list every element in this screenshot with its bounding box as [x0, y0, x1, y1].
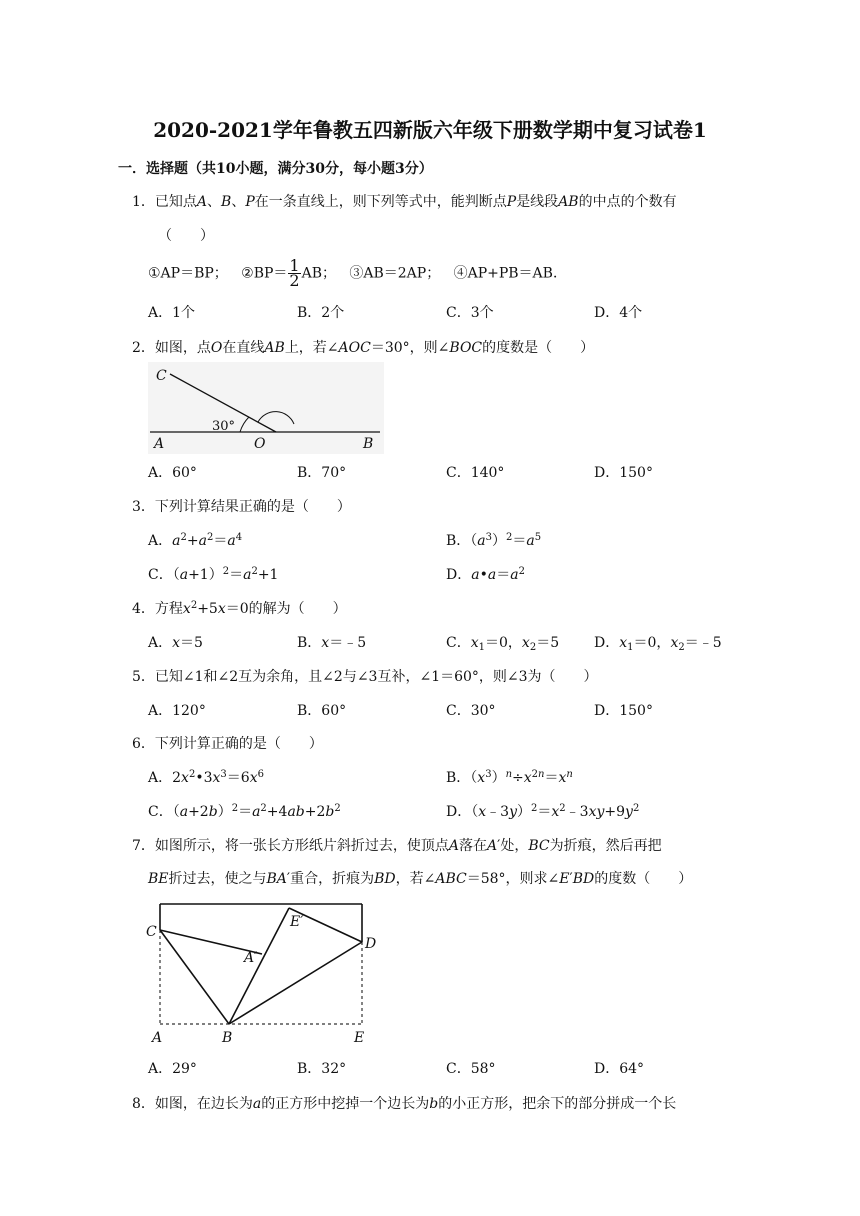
q7-option-a: A．29°: [148, 1061, 197, 1077]
q3-option-a: A．$a^2+a^2=a^4$: [148, 532, 243, 549]
q4-option-c: C．$x_1=0$，$x_2=5$: [446, 635, 560, 653]
q4-option-d: D．$x_1=0$，$x_2=﹣5$: [594, 635, 722, 653]
q6-option-c: C．$(a+2b)^2=a^2+4ab+2b^2$: [148, 803, 341, 820]
q7-option-b: B．32°: [297, 1061, 347, 1077]
label-angle-30: 30°: [212, 419, 236, 434]
q2-option-d: D．150°: [594, 465, 653, 481]
label-a: A: [154, 436, 165, 452]
label-e: E: [354, 1030, 365, 1046]
q1-fraction-numerator: 1: [289, 256, 300, 275]
q1-stem-text: 1．已知点A、B、P在一条直线上，则下列等式中，能判断点P是线段AB的中点的个数有: [132, 194, 677, 210]
q1-paren: （ ）: [158, 228, 214, 244]
q5-option-c: C．30°: [446, 703, 496, 719]
q2-figure-background: [148, 362, 384, 454]
q5-option-d: D．150°: [594, 703, 653, 719]
q1-fraction: [288, 256, 300, 290]
q3-option-c: C．$(a+1)^2=a^2+1$: [148, 566, 279, 583]
label-d: D: [365, 936, 377, 952]
label-e-prime: E′: [290, 914, 304, 930]
q1-option-b: B．2个: [297, 305, 345, 321]
q2-option-b: B．70°: [297, 465, 347, 481]
question-6-stem: 6．下列计算正确的是（ ）: [132, 736, 323, 752]
q1-conditions: [148, 256, 567, 290]
section-heading: 一．选择题（共10小题，满分30分，每小题3分）: [118, 161, 433, 177]
q5-option-a: A．120°: [148, 703, 206, 719]
q3-option-b: B．$(a^3)^2=a^5$: [446, 532, 542, 549]
label-a-prime: A′: [244, 950, 258, 966]
label-c: C: [156, 368, 167, 384]
q1-cond-4: ④AP+PB＝AB．: [453, 265, 567, 282]
q7-figure: [144, 896, 380, 1048]
q1-option-a: A．1个: [148, 305, 196, 321]
question-8-stem: 8．如图，在边长为a的正方形中挖掉一个边长为b的小正方形，把余下的部分拼成一个长: [132, 1096, 677, 1112]
q6-option-a: A．$2x^2•3x^3=6x^6$: [148, 769, 264, 786]
q1-cond-1: ①AP＝BP；: [148, 265, 228, 282]
q7-option-c: C．58°: [446, 1061, 496, 1077]
q4-option-b: B．x＝﹣5: [297, 635, 367, 651]
question-7-stem-line2: BE折过去，使之与BA′重合，折痕为BD，若∠ABC＝58°，则求∠E′BD的度数（ ）: [148, 871, 693, 887]
q1-cond-2-pre: ②BP＝: [241, 265, 288, 282]
question-3-stem: 3．下列计算结果正确的是（ ）: [132, 499, 351, 515]
label-b: B: [222, 1030, 233, 1046]
q1-fraction-denominator: 2: [289, 271, 300, 290]
q1-cond-3: ③AB＝2AP；: [349, 265, 441, 282]
page-title: 2020-2021学年鲁教五四新版六年级下册数学期中复习试卷1: [153, 118, 707, 142]
question-1-stem: [132, 191, 677, 211]
label-c: C: [146, 924, 157, 940]
label-o: O: [254, 436, 266, 452]
q6-option-d: D．$(x﹣3y)^2=x^2﹣3xy+9y^2$: [446, 803, 640, 820]
label-a: A: [152, 1030, 163, 1046]
q1-option-c: C．3个: [446, 305, 494, 321]
q6-option-b: B．$(x^3)^n\div x^{2n}=x^n$: [446, 769, 573, 786]
segment-be1: [229, 908, 289, 1024]
q2-option-a: A．60°: [148, 465, 197, 481]
q3-option-d: D．$a•a=a^2$: [446, 566, 525, 583]
question-2-stem: 2．如图，点O在直线AB上，若∠AOC＝30°，则∠BOC的度数是（ ）: [132, 340, 595, 356]
q2-option-c: C．140°: [446, 465, 505, 481]
q7-option-d: D．64°: [594, 1061, 645, 1077]
q1-option-d: D．4个: [594, 305, 643, 321]
q5-option-b: B．60°: [297, 703, 347, 719]
q2-figure: [148, 362, 384, 454]
label-b: B: [363, 436, 374, 452]
q4-option-a: A．x＝5: [148, 635, 203, 651]
q1-cond-2-post: AB；: [301, 265, 337, 282]
question-7-stem-line1: 7．如图所示，将一张长方形纸片斜折过去，使顶点A落在A′处，BC为折痕，然后再把: [132, 838, 662, 854]
question-4-stem: 4．方程$x^2+5x=0$的解为（ ）: [132, 600, 347, 617]
question-5-stem: 5．已知∠1和∠2互为余角，且∠2与∠3互补，∠1＝60°，则∠3为（ ）: [132, 669, 598, 685]
